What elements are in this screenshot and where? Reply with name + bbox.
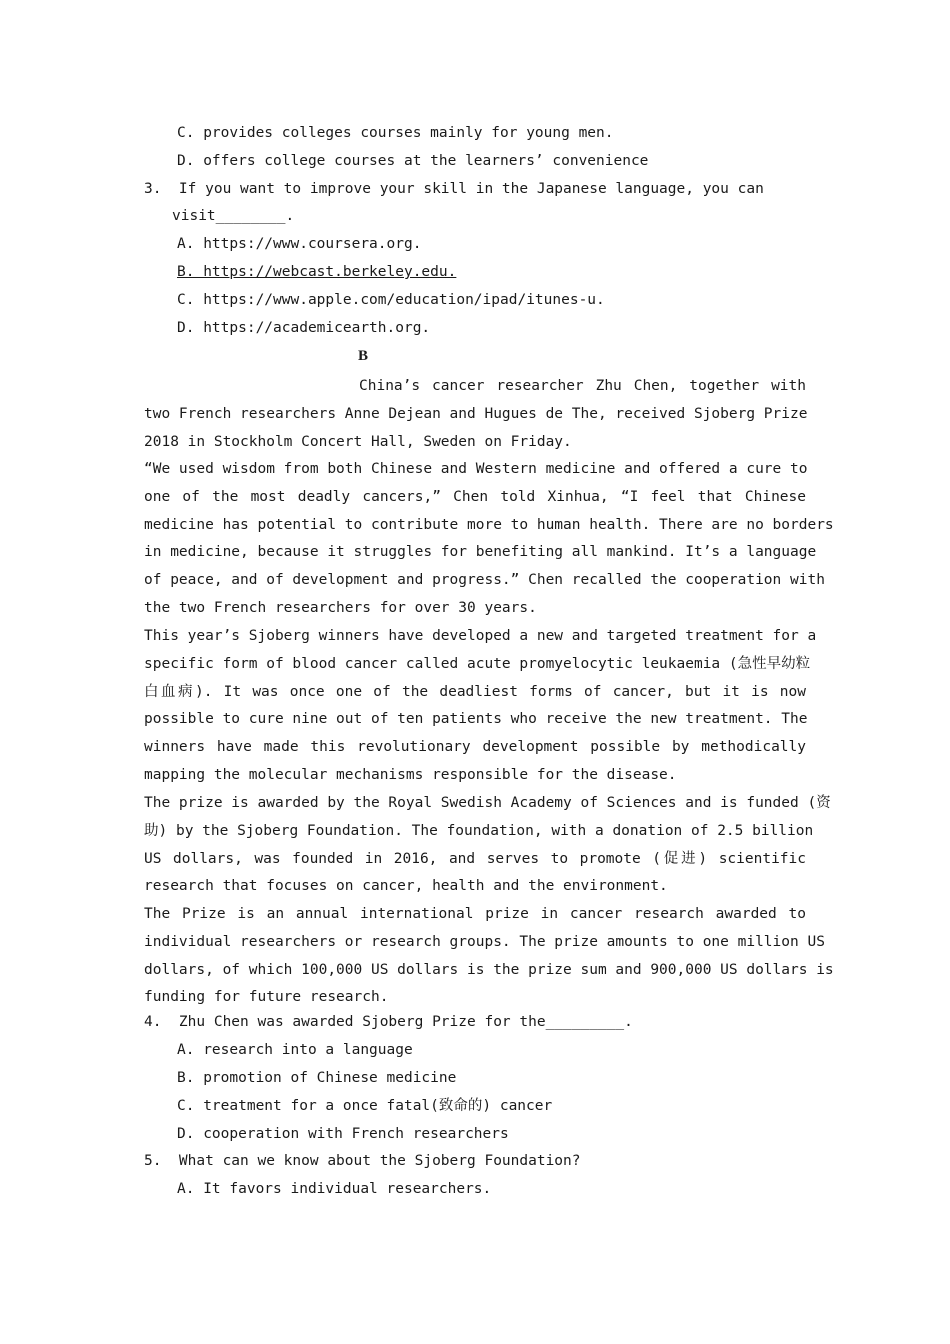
- p5-line: funding for future research.: [144, 989, 389, 1006]
- p2-line: the two French researchers for over 30 years.: [144, 599, 537, 616]
- q4-stem: 4. Zhu Chen was awarded Sjoberg Prize for the_________.: [144, 1014, 633, 1030]
- q2-option-c: C. provides colleges courses mainly for young men.: [177, 125, 614, 141]
- paragraph-4: [144, 790, 831, 901]
- q4-option-d: D. cooperation with French researchers: [177, 1126, 509, 1142]
- paragraph-5: [144, 901, 834, 1012]
- p3-line: 白血病). It was once one of the deadliest forms of cancer, but it is now: [144, 683, 806, 700]
- p4-line: research that focuses on cancer, health and the environment.: [144, 878, 668, 895]
- paragraph-3: [144, 623, 817, 790]
- p4-line: 助) by the Sjoberg Foundation. The foundation, with a donation of 2.5 billion: [144, 822, 814, 839]
- p3-line: mapping the molecular mechanisms responsible for the disease.: [144, 766, 677, 783]
- q4-option-c: C. treatment for a once fatal(致命的) cancer: [177, 1098, 553, 1114]
- q5-option-a: A. It favors individual researchers.: [177, 1181, 492, 1197]
- p3-line: possible to cure nine out of ten patients who receive the new treatment. The: [144, 711, 808, 728]
- q3-option-a: A. https://www.coursera.org.: [177, 236, 422, 252]
- passage-heading: B: [358, 348, 369, 364]
- p5-line: individual researchers or research groups. The prize amounts to one million US: [144, 933, 825, 950]
- p2-line: in medicine, because it struggles for benefiting all mankind. It’s a language: [144, 544, 817, 561]
- p1-line: two French researchers Anne Dejean and Hugues de The, received Sjoberg Prize: [144, 405, 808, 422]
- q4-option-b: B. promotion of Chinese medicine: [177, 1070, 457, 1086]
- q3-option-d: D. https://academicearth.org.: [177, 320, 431, 336]
- paragraph-2: [144, 456, 834, 623]
- q4-option-a: A. research into a language: [177, 1042, 413, 1058]
- p2-line: of peace, and of development and progress.” Chen recalled the cooperation with: [144, 572, 825, 589]
- p4-line: US dollars, was founded in 2016, and serves to promote (促进) scientific: [144, 850, 806, 867]
- q3-option-b-link[interactable]: B. https://webcast.berkeley.edu.: [177, 264, 457, 280]
- q3-stem: 3. If you want to improve your skill in the Japanese language, you can: [144, 181, 764, 197]
- p3-line: specific form of blood cancer called acute promyelocytic leukaemia (急性早幼粒: [144, 655, 811, 672]
- p2-line: one of the most deadly cancers,” Chen told Xinhua, “I feel that Chinese: [144, 488, 806, 505]
- p4-line: The prize is awarded by the Royal Swedish Academy of Sciences and is funded (资: [144, 795, 831, 811]
- p3-line: This year’s Sjoberg winners have developed a new and targeted treatment for a: [144, 628, 817, 644]
- p1-line: China’s cancer researcher Zhu Chen, together with: [359, 378, 806, 394]
- p2-line: “We used wisdom from both Chinese and Western medicine and offered a cure to: [144, 461, 808, 477]
- p3-line: winners have made this revolutionary development possible by methodically: [144, 739, 806, 756]
- p5-line: dollars, of which 100,000 US dollars is the prize sum and 900,000 US dollars is: [144, 961, 834, 978]
- p1-line: 2018 in Stockholm Concert Hall, Sweden on Friday.: [144, 433, 572, 450]
- q2-option-d: D. offers college courses at the learners’ convenience: [177, 153, 649, 169]
- p5-line: The Prize is an annual international prize in cancer research awarded to: [144, 906, 806, 922]
- q5-stem: 5. What can we know about the Sjoberg Foundation?: [144, 1153, 581, 1169]
- q3-option-c: C. https://www.apple.com/education/ipad/itunes-u.: [177, 292, 605, 308]
- q3-stem-cont: visit________.: [172, 208, 295, 224]
- p2-line: medicine has potential to contribute more to human health. There are no borders: [144, 516, 834, 533]
- paragraph-1: [144, 373, 806, 456]
